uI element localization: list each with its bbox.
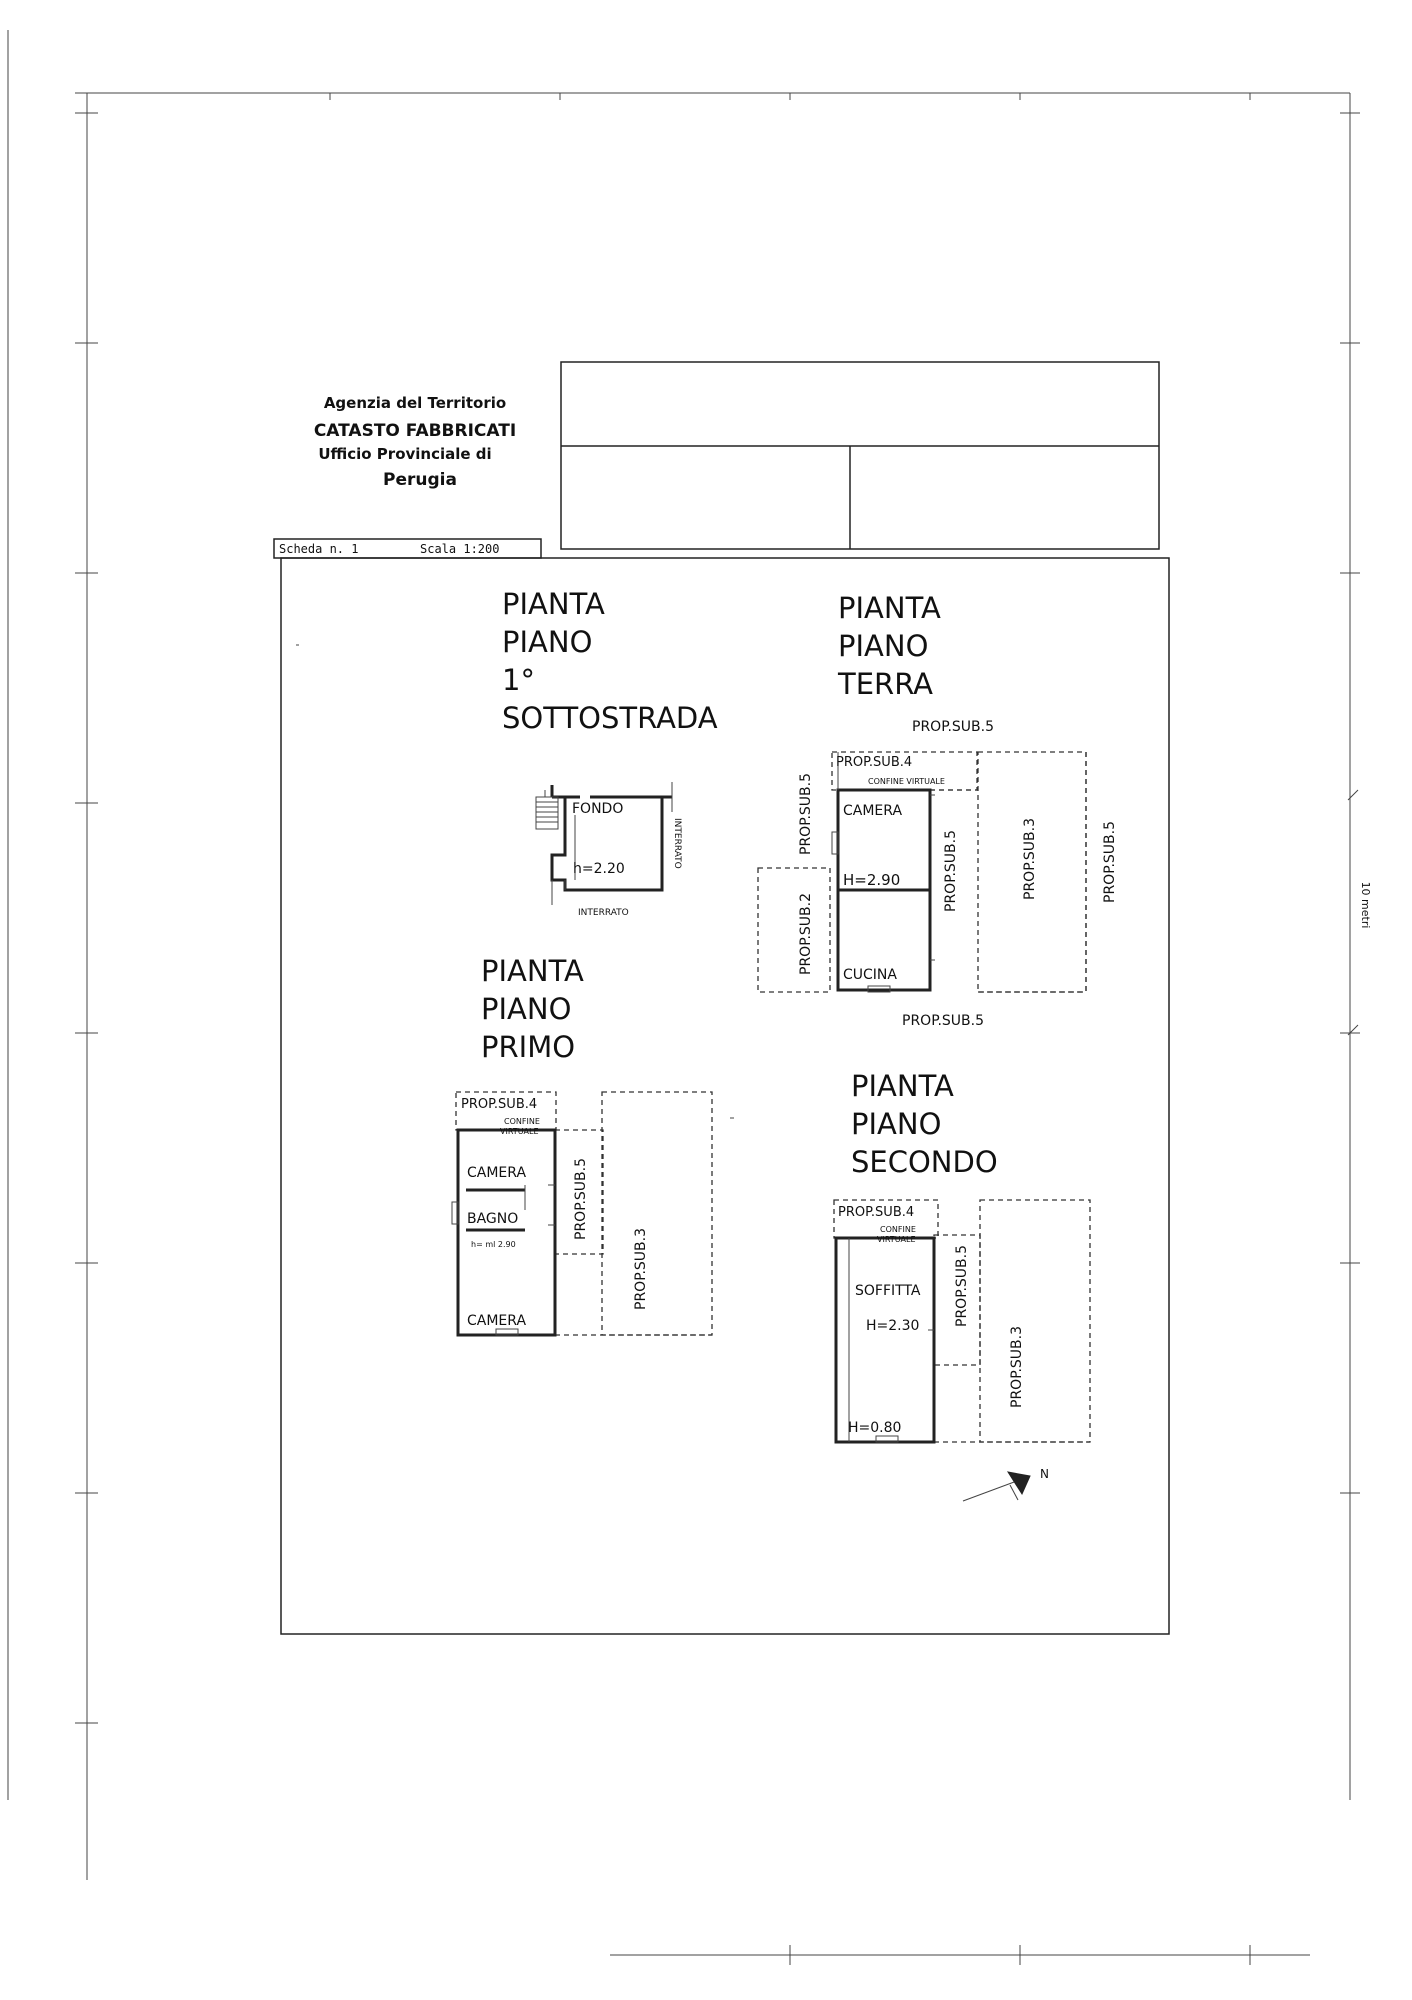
secondo-title-3: SECONDO [851,1145,998,1179]
secondo-confine-2: VIRTUALE [877,1235,916,1244]
terra-confine: CONFINE VIRTUALE [868,777,945,786]
north-arrow-icon [963,1467,1049,1501]
sheet-frame [8,30,1360,1965]
primo-prop-sub3: PROP.SUB.3 [633,1228,649,1310]
terra-prop-mid5: PROP.SUB.5 [943,830,959,912]
plan-terra [758,591,1118,1029]
terra-prop-right5: PROP.SUB.5 [1102,821,1118,903]
primo-prop-sub5: PROP.SUB.5 [573,1158,589,1240]
secondo-room-soffitta: SOFFITTA [855,1283,921,1299]
terra-prop-top: PROP.SUB.5 [912,719,994,735]
primo-confine-2: VIRTUALE [500,1127,539,1136]
terra-height: H=2.90 [843,871,901,889]
sottostrada-title-4: SOTTOSTRADA [502,701,718,735]
catasto-title: CATASTO FABBRICATI [313,421,517,441]
scheda-number: Scheda n. 1 [279,542,359,556]
secondo-prop-sub5: PROP.SUB.5 [954,1245,970,1327]
plan-secondo [834,1069,1090,1442]
secondo-prop-sub3: PROP.SUB.3 [1009,1326,1025,1408]
terra-prop-sub2: PROP.SUB.2 [798,893,814,975]
fondo-height: h=2.20 [573,861,625,877]
scale-label: Scala 1:200 [420,542,500,556]
primo-prop-sub4: PROP.SUB.4 [461,1097,538,1112]
primo-title-1: PIANTA [481,954,584,988]
stamp-boxes [561,362,1159,549]
secondo-title-2: PIANO [851,1107,942,1141]
side-scale-label: 10 metri [1359,881,1372,929]
plan-sottostrada [502,587,718,918]
fondo-room: FONDO [572,801,624,817]
sottostrada-title-1: PIANTA [502,587,605,621]
terra-prop-sub3: PROP.SUB.3 [1022,818,1038,900]
terra-room-cucina: CUCINA [843,967,897,983]
agency-name: Agenzia del Territorio [323,394,507,412]
secondo-height-1: H=2.30 [866,1318,920,1334]
sottostrada-title-3: 1° [502,663,535,697]
terra-prop-sub4: PROP.SUB.4 [836,755,913,770]
terra-title-2: PIANO [838,629,929,663]
primo-height: h= ml 2.90 [471,1240,516,1249]
secondo-title-1: PIANTA [851,1069,954,1103]
terra-room-camera: CAMERA [843,803,903,819]
terra-prop-left5: PROP.SUB.5 [798,773,814,855]
plan-primo [452,954,712,1335]
secondo-prop-sub4: PROP.SUB.4 [838,1205,915,1220]
drawing-frame [281,558,1169,1634]
north-label: N [1040,1467,1049,1481]
terra-prop-bottom: PROP.SUB.5 [902,1013,984,1029]
primo-room-camera2: CAMERA [467,1313,527,1329]
sottostrada-title-2: PIANO [502,625,593,659]
terra-title-1: PIANTA [838,591,941,625]
terra-title-3: TERRA [838,667,934,701]
interrato-bottom-label: INTERRATO [578,908,629,918]
secondo-height-2: H=0.80 [848,1420,902,1436]
office-label: Ufficio Provinciale di [318,445,492,463]
primo-title-2: PIANO [481,992,572,1026]
city-label: Perugia [383,470,457,490]
header-block [314,394,516,490]
interrato-side-label: INTERRATO [672,818,682,869]
secondo-confine-1: CONFINE [880,1225,916,1234]
primo-confine-1: CONFINE [504,1117,540,1126]
primo-title-3: PRIMO [481,1030,576,1064]
primo-room-bagno: BAGNO [467,1211,519,1227]
primo-room-camera1: CAMERA [467,1165,527,1181]
scheda-box [274,539,541,558]
